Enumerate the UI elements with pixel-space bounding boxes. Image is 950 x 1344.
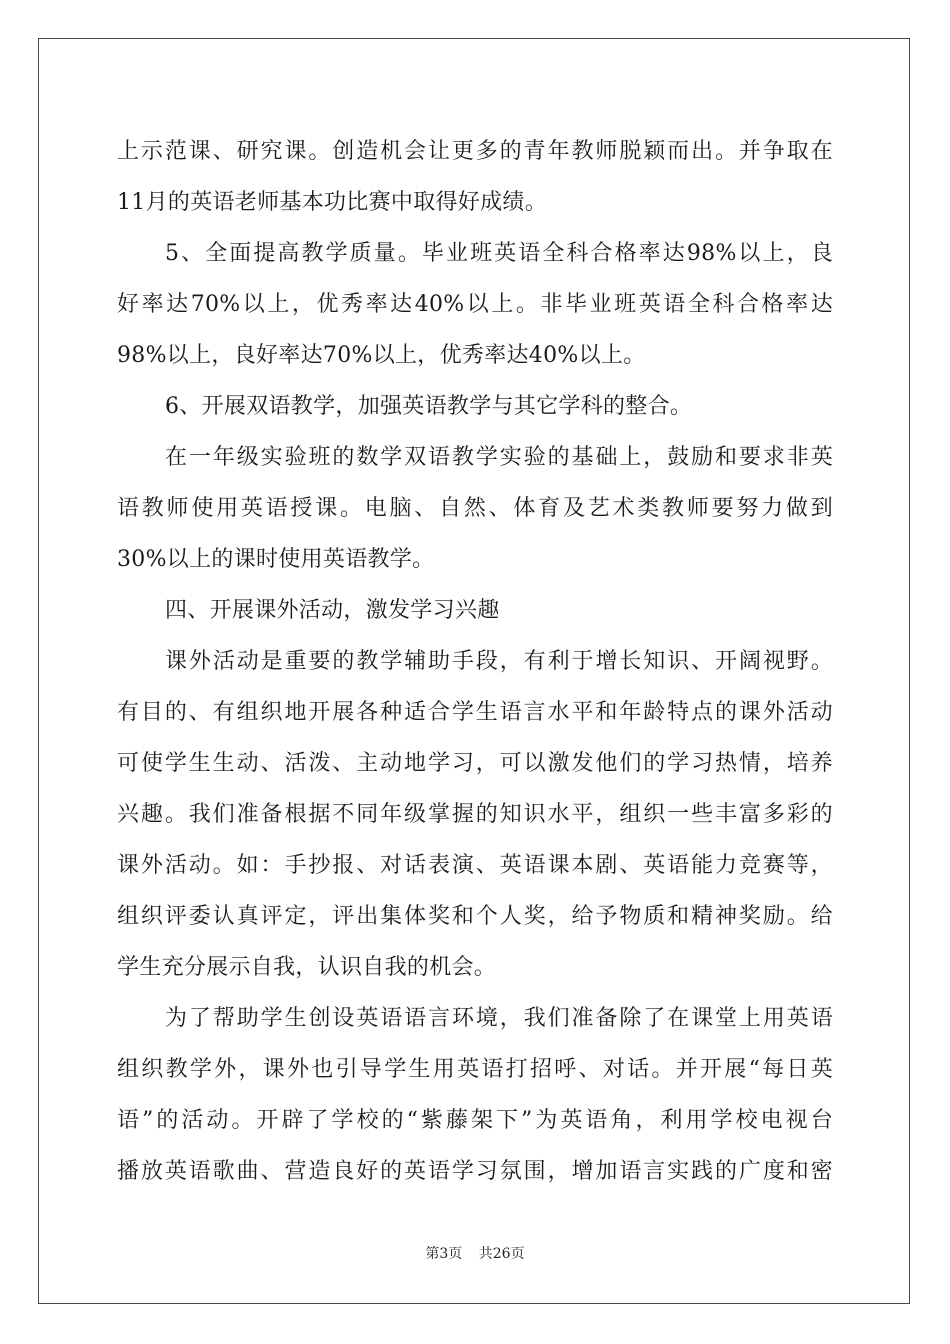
text-line-1: 上示范课、研究课。创造机会让更多的青年教师脱颖而出。并争取在: [117, 139, 833, 164]
text-line-14: 兴趣。我们准备根据不同年级掌握的知识水平，组织一些丰富多彩的: [117, 802, 833, 827]
text-line-2: 11月的英语老师基本功比赛中取得好成绩。: [117, 190, 547, 215]
text-line-17: 学生充分展示自我，认识自我的机会。: [117, 955, 497, 980]
text-line-18: 为了帮助学生创设英语语言环境，我们准备除了在课堂上用英语: [165, 1006, 833, 1031]
text-line-13: 可使学生生动、活泼、主动地学习，可以激发他们的学习热情，培养: [117, 751, 833, 776]
text-line-8: 语教师使用英语授课。电脑、自然、体育及艺术类教师要努力做到: [117, 496, 833, 521]
text-line-7: 在一年级实验班的数学双语教学实验的基础上，鼓励和要求非英: [165, 445, 833, 470]
text-line-15: 课外活动。如：手抄报、对话表演、英语课本剧、英语能力竞赛等，: [117, 853, 833, 878]
text-line-11: 课外活动是重要的教学辅助手段，有利于增长知识、开阔视野。: [165, 649, 833, 674]
text-line-19: 组织教学外，课外也引导学生用英语打招呼、对话。并开展“每日英: [117, 1057, 833, 1082]
text-line-20: 语”的活动。开辟了学校的“紫藤架下”为英语角，利用学校电视台: [117, 1108, 833, 1133]
current-page-number: 第3页: [425, 1246, 463, 1262]
text-line-5: 98%以上，良好率达70%以上，优秀率达40%以上。: [117, 343, 646, 368]
text-line-6: 6、开展双语教学，加强英语教学与其它学科的整合。: [165, 394, 693, 419]
total-pages: 共26页: [478, 1246, 525, 1262]
text-line-3: 5、全面提高教学质量。毕业班英语全科合格率达98%以上，良: [165, 241, 833, 266]
section-heading: 四、开展课外活动，激发学习兴趣: [165, 598, 500, 623]
text-line-9: 30%以上的课时使用英语教学。: [117, 547, 435, 572]
text-line-4: 好率达70%以上，优秀率达40%以上。非毕业班英语全科合格率达: [117, 292, 833, 317]
document-body: [117, 126, 833, 1197]
text-line-16: 组织评委认真评定，评出集体奖和个人奖，给予物质和精神奖励。给: [117, 904, 833, 929]
page-footer: [0, 1243, 950, 1263]
text-line-12: 有目的、有组织地开展各种适合学生语言水平和年龄特点的课外活动: [117, 700, 833, 725]
text-line-21: 播放英语歌曲、营造良好的英语学习氛围，增加语言实践的广度和密: [117, 1159, 833, 1184]
